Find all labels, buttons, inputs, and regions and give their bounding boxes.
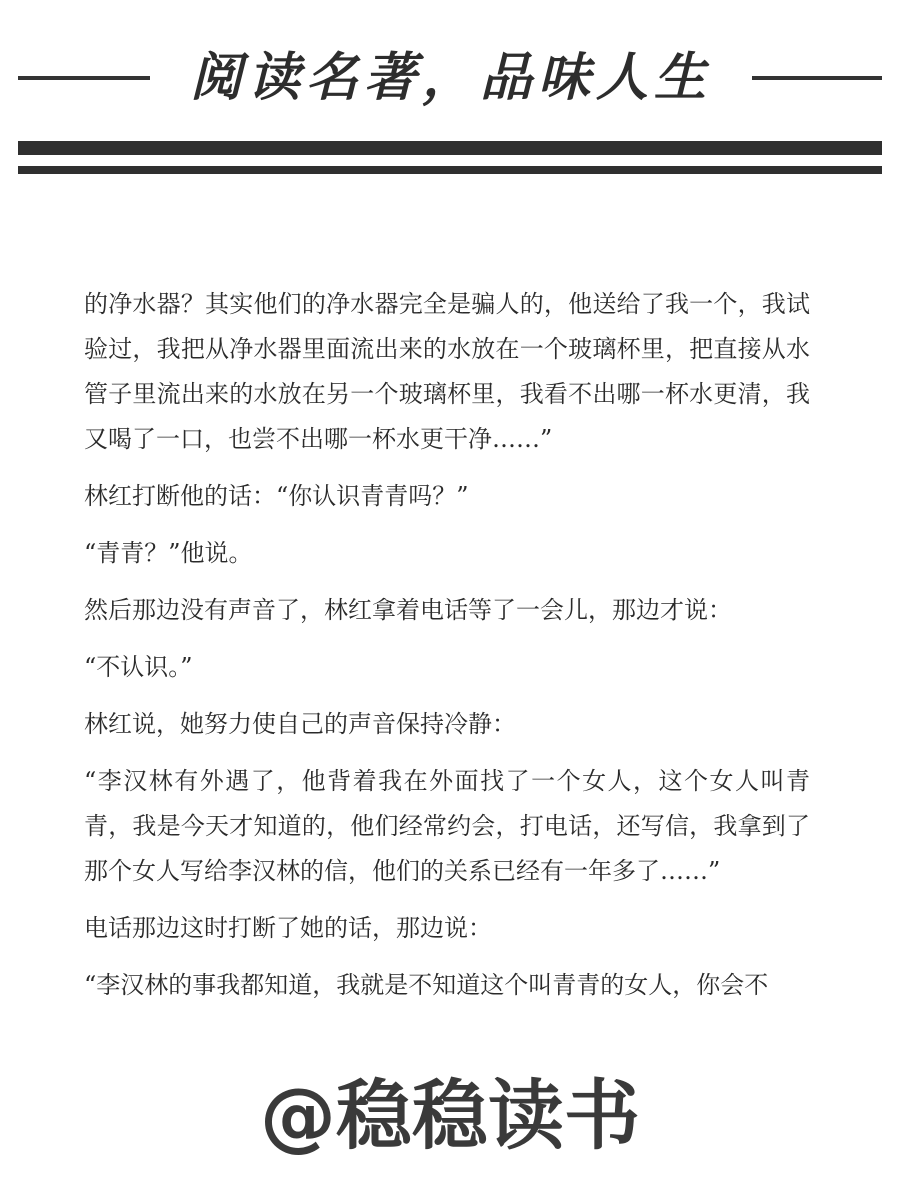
article-body xyxy=(84,282,810,1020)
page-title: 阅读名著，品味人生 xyxy=(189,48,712,108)
paragraph: 然后那边没有声音了，林红拿着电话等了一会儿，那边才说： xyxy=(84,596,732,624)
header-divider-thick xyxy=(18,141,882,155)
paragraph: 的净水器？其实他们的净水器完全是骗人的，他送给了我一个，我试验过，我把从净水器里面流出来的水放在一个玻璃杯里，把直接从水管子里流出来的水放在另一个玻璃杯里，我看不出哪一杯水更清，我又喝了一口，也尝不出哪一杯水更干净……” xyxy=(84,290,810,453)
paragraph: 林红说，她努力使自己的声音保持冷静： xyxy=(84,710,516,738)
watermark-handle: @稳稳读书 xyxy=(260,1071,640,1160)
page-header xyxy=(0,40,900,120)
header-left-rule xyxy=(18,76,150,80)
header-divider-thin xyxy=(18,166,882,174)
paragraph: “青青？”他说。 xyxy=(84,539,253,567)
paragraph: 林红打断他的话：“你认识青青吗？” xyxy=(84,482,469,510)
paragraph: 电话那边这时打断了她的话，那边说： xyxy=(84,914,492,942)
paragraph: “李汉林有外遇了，他背着我在外面找了一个女人，这个女人叫青青，我是今天才知道的，他们经常约会，打电话，还写信，我拿到了那个女人写给李汉林的信，他们的关系已经有一年多了……” xyxy=(84,767,810,885)
paragraph: “李汉林的事我都知道，我就是不知道这个叫青青的女人，你会不 xyxy=(84,971,769,999)
header-right-rule xyxy=(752,76,882,80)
paragraph: “不认识。” xyxy=(84,653,193,681)
